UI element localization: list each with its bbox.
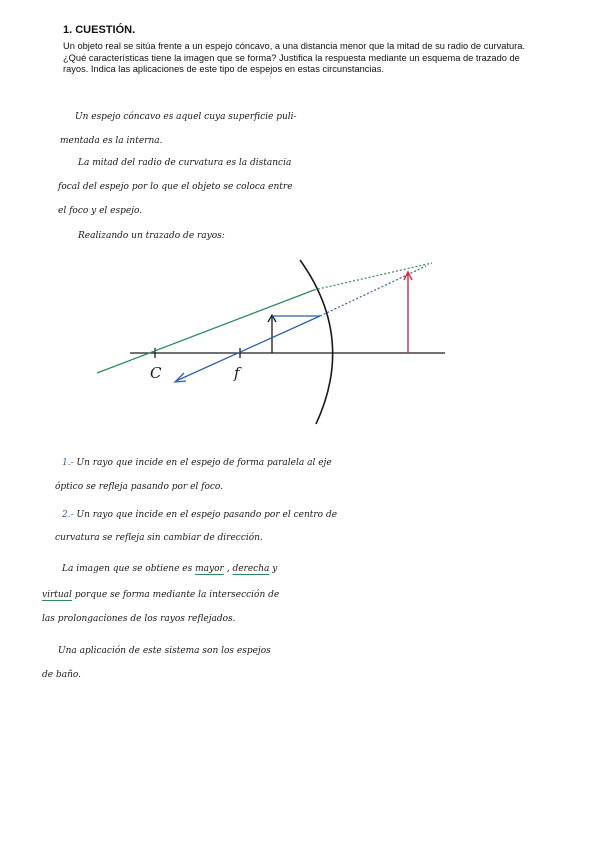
answer-line: mentada es la interna. xyxy=(60,136,163,146)
ray-1-line: óptico se refleja pasando por el foco. xyxy=(55,482,224,492)
conclusion-line: La imagen que se obtiene es mayor , derecha y xyxy=(62,564,278,574)
answer-line: Realizando un trazado de rayos: xyxy=(78,231,225,241)
word-mayor: mayor xyxy=(195,564,224,574)
application-line: Una aplicación de este sistema son los espejos xyxy=(58,646,271,656)
answer-line: La mitad del radio de curvatura es la distancia xyxy=(78,158,292,168)
label-f: f xyxy=(234,364,240,382)
answer-line: focal del espejo por lo que el objeto se coloca entre xyxy=(58,182,293,192)
concave-mirror xyxy=(300,260,333,424)
ray-center-extension xyxy=(314,263,432,290)
word-virtual: virtual xyxy=(42,590,72,600)
ray-2-line xyxy=(0,510,599,520)
question-title: 1. CUESTIÓN. xyxy=(63,24,136,36)
answer-line: el foco y el espejo. xyxy=(58,206,143,216)
ray-1-line xyxy=(0,458,599,468)
ray-2-line: curvatura se refleja sin cambiar de dirección. xyxy=(55,533,263,543)
ray-1-number: 1.- xyxy=(62,458,74,468)
application-line: de baño. xyxy=(42,670,81,680)
ray-2-text: Un rayo que incide en el espejo pasando por el centro de xyxy=(76,510,338,520)
question-text: Un objeto real se sitúa frente a un espejo cóncavo, a una distancia menor que la mitad de su radio de curvatura. ¿Qué características tiene la imagen que se forma? Justifica la respuesta mediante un esquema de trazado de rayos. Indica las aplicaciones de este tipo de espejos en estas circunstancias. xyxy=(63,41,526,75)
ray-2-number: 2.- xyxy=(62,510,74,520)
label-c: C xyxy=(150,364,162,382)
ray-parallel-reflected xyxy=(176,316,320,381)
ray-1-text: Un rayo que incide en el espejo de forma paralela al eje xyxy=(76,458,332,468)
ray-parallel-extension xyxy=(320,266,426,316)
ray-center xyxy=(97,290,314,373)
conclusion-line: las prolongaciones de los rayos reflejados. xyxy=(42,614,236,624)
conclusion-line: virtual porque se forma mediante la intersección de xyxy=(42,590,280,600)
word-derecha: derecha xyxy=(232,564,270,574)
answer-line: Un espejo cóncavo es aquel cuya superficie puli- xyxy=(75,112,297,122)
